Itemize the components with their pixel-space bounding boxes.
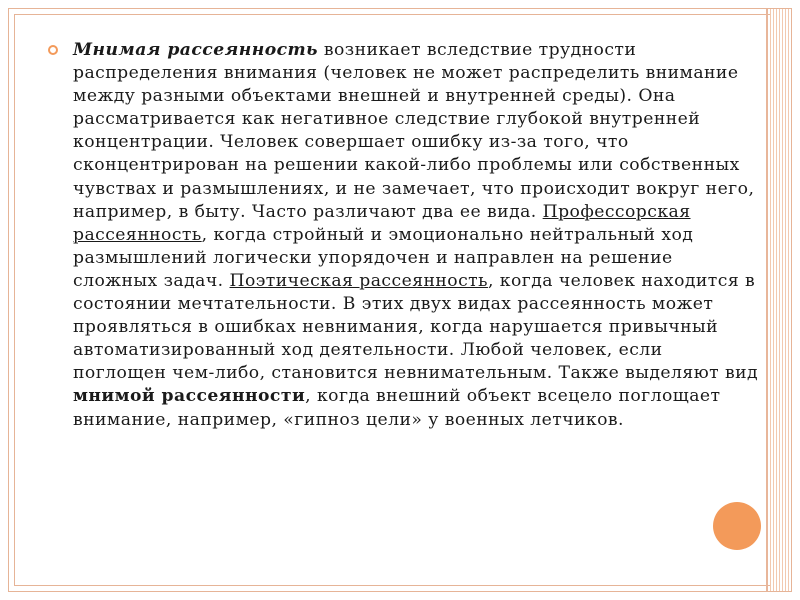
- bullet-item: [48, 39, 760, 432]
- text-segment-1: возникает вследствие трудности распределения внимания (человек не может распределить внимание между разными объектами внешней и внутренней среды). Она рассматривается как негативное следствие глубокой внутренней концентрации. Человек совершает ошибку из-за того, что сконцентрирован на решении какой-либо проблемы или собственных чувствах и размышлениях, и не замечает, что происходит вокруг него, например, в быту. Часто различают два ее вида.: [73, 40, 755, 222]
- term-poetic-absentmindedness: Поэтическая рассеянность: [229, 270, 488, 291]
- text-segment-4: , когда внешний объект всецело поглощает внимание, например, «гипноз цели» у военных летчиков.: [73, 386, 721, 430]
- text-segment-3: , когда человек находится в состоянии мечтательности. В этих двух видах рассеянность может проявляться в ошибках невнимания, когда нарушается привычный автоматизированный ход деятельности. Любой человек, если поглощен чем-либо, становится невнимательным. Также выделяют вид: [73, 270, 759, 384]
- decorative-stripes: [770, 9, 791, 591]
- term-professorial-absentmindedness: Профессорская рассеянность: [73, 201, 691, 245]
- decorative-bar: [766, 9, 768, 591]
- term-imaginary-absentmindedness-bold: мнимой рассеянности: [73, 386, 306, 407]
- slide-content: [48, 39, 760, 432]
- bullet-circle-icon: [48, 45, 58, 55]
- term-imaginary-absentmindedness: Мнимая рассеянность: [73, 40, 318, 60]
- text-segment-2: , когда стройный и эмоционально нейтральный ход размышлений логически упорядочен и направлен на решение сложных задач.: [73, 224, 694, 291]
- decorative-circle: [713, 502, 761, 550]
- body-paragraph: [73, 39, 760, 432]
